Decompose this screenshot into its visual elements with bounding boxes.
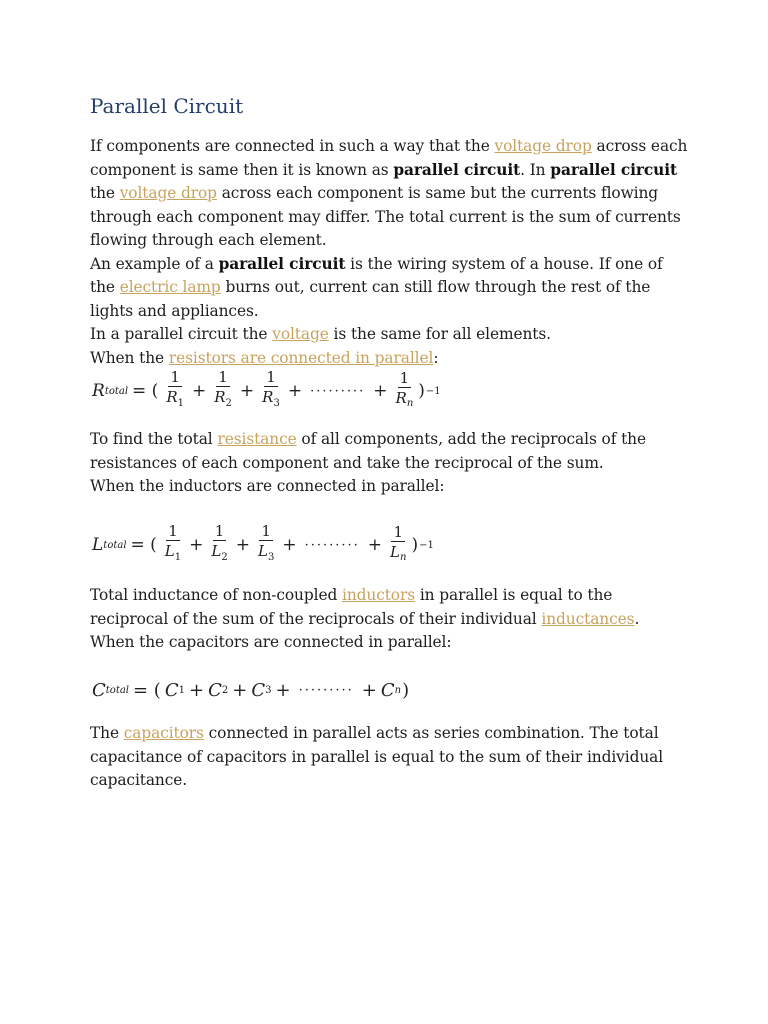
formula-plus: + [232, 680, 248, 701]
formula-symbol: R [214, 388, 226, 406]
text-span: The [90, 724, 124, 742]
formula-symbol: C [208, 680, 222, 701]
formula-paren: ) [411, 535, 419, 555]
formula-symbol: R [395, 388, 407, 407]
formula-subscript: 2 [221, 552, 228, 563]
formula-symbol: C [380, 680, 395, 701]
fraction-numerator: 1 [170, 368, 180, 386]
formula-equals: = ( [130, 535, 157, 555]
bold-term: parallel circuit [218, 254, 346, 273]
link-resistors-parallel[interactable]: resistors are connected in parallel [168, 348, 434, 367]
text-span: : [433, 348, 439, 367]
formula-symbol: L [164, 542, 175, 560]
formula-subscript: total [103, 539, 127, 551]
formula-symbol: C [164, 680, 179, 701]
fraction-numerator: 1 [393, 522, 404, 541]
formula-equals: = ( [132, 381, 159, 401]
formula-equals: = ( [133, 680, 161, 701]
text-span: . In [520, 160, 551, 179]
text-span: When the [90, 348, 169, 367]
formula-resistance [92, 368, 441, 414]
inductance-section [90, 584, 690, 655]
fraction [390, 523, 406, 568]
formula-symbol: C [251, 680, 266, 701]
formula-plus: + [189, 535, 204, 555]
text-span: in parallel is equal to the reciprocal of the sum of the reciprocals of their individual [90, 586, 613, 628]
capacitance-section [90, 722, 690, 793]
formula-plus: + [275, 680, 291, 701]
fraction-numerator: 1 [218, 368, 228, 386]
formula-symbol: L [92, 535, 104, 555]
link-capacitors[interactable]: capacitors [123, 724, 204, 742]
formula-subscript: total [105, 685, 129, 696]
fraction-denominator [258, 541, 274, 568]
text-span: An example of a [90, 254, 219, 273]
formula-plus: + [287, 381, 303, 401]
formula-capacitance [92, 680, 410, 701]
fraction-numerator: 1 [214, 522, 225, 540]
formula-subscript: n [406, 397, 414, 409]
bold-term: parallel circuit [550, 160, 678, 179]
link-voltage-drop[interactable]: voltage drop [494, 137, 592, 155]
paragraph-inductance [90, 584, 690, 631]
formula-exponent: −1 [419, 539, 434, 551]
text-span: burns out, current can still flow through the rest of the lights and appliances. [90, 278, 651, 320]
formula-subscript: 3 [267, 552, 275, 563]
fraction-denominator [166, 387, 184, 414]
formula-symbol: R [166, 388, 178, 406]
formula-symbol: C [92, 680, 106, 701]
formula-plus: + [239, 381, 255, 401]
paragraph-resistors-intro [90, 347, 690, 371]
text-span: In a parallel circuit the [90, 325, 273, 343]
resistance-section [90, 428, 690, 499]
fraction-denominator [262, 387, 280, 414]
paragraph-inductors-intro: When the inductors are connected in parallel: [90, 477, 445, 495]
intro-section [90, 135, 690, 370]
text-span: the [90, 184, 120, 202]
formula-subscript: n [400, 551, 407, 563]
formula-subscript: 1 [174, 552, 182, 563]
text-span: is the wiring system of a house. If one of the [90, 254, 663, 296]
fraction-denominator [396, 388, 414, 414]
text-span: . [634, 609, 640, 628]
fraction-denominator [214, 387, 232, 414]
page-title: Parallel Circuit [90, 94, 244, 118]
text-span: of all components, add the reciprocals of the resistances of each component and take the reciprocal of the sum. [90, 430, 647, 472]
formula-symbol: R [262, 388, 274, 406]
paragraph-example [90, 253, 690, 324]
formula-subscript: 1 [178, 685, 185, 696]
text-span: If components are connected in such a way that the [90, 137, 495, 155]
text-span: Total inductance of non-coupled [90, 586, 342, 604]
formula-subscript: total [104, 385, 129, 397]
formula-dots: ········· [298, 683, 354, 698]
fraction-numerator: 1 [168, 522, 178, 540]
formula-paren: ) [418, 381, 425, 401]
formula-subscript: 2 [225, 398, 232, 409]
text-span: across each component is same but the currents flowing through each component may differ. The total current is the sum of currents flowing through each element. [90, 184, 681, 249]
fraction [214, 368, 232, 414]
paragraph-voltage [90, 323, 690, 347]
fraction-numerator: 1 [399, 368, 410, 387]
paragraph-capacitors-intro: When the capacitors are connected in parallel: [90, 633, 452, 651]
fraction [396, 369, 414, 414]
fraction [166, 368, 184, 414]
paragraph-capacitance [90, 722, 690, 793]
link-voltage-drop-2[interactable]: voltage drop [119, 184, 217, 202]
link-resistance[interactable]: resistance [217, 430, 297, 448]
link-voltage[interactable]: voltage [272, 325, 329, 343]
formula-plus: + [361, 680, 377, 701]
formula-plus: + [282, 535, 297, 555]
link-inductors[interactable]: inductors [342, 586, 416, 604]
fraction [262, 368, 280, 414]
formula-plus: + [191, 381, 207, 401]
formula-exponent: −1 [425, 385, 441, 397]
formula-symbol: R [92, 381, 105, 401]
fraction [258, 522, 274, 568]
fraction [165, 522, 181, 568]
paragraph-definition [90, 135, 690, 253]
formula-symbol: L [257, 542, 268, 560]
fraction-denominator [390, 542, 406, 568]
fraction-numerator: 1 [261, 522, 271, 540]
fraction [211, 522, 227, 568]
formula-plus: + [373, 381, 388, 401]
formula-inductance [92, 522, 434, 568]
formula-symbol: L [211, 542, 222, 560]
link-inductances[interactable]: inductances [541, 609, 635, 628]
formula-symbol: L [390, 542, 400, 561]
formula-subscript: n [394, 685, 402, 696]
formula-dots: ········· [304, 537, 360, 553]
fraction-denominator [165, 541, 181, 568]
bold-term: parallel circuit [393, 160, 521, 179]
text-span: To find the total [90, 430, 218, 448]
link-electric-lamp[interactable]: electric lamp [119, 278, 221, 296]
formula-dots: ········· [310, 383, 366, 399]
formula-plus: + [188, 680, 205, 701]
formula-subscript: 2 [221, 685, 229, 696]
formula-subscript: 1 [177, 398, 184, 409]
formula-plus: + [235, 535, 250, 555]
formula-subscript: 3 [273, 398, 280, 409]
text-span: across each component is same then it is known as [90, 137, 688, 179]
formula-plus: + [367, 535, 383, 555]
fraction-denominator [211, 541, 227, 568]
formula-paren: ) [402, 680, 410, 701]
fraction-numerator: 1 [266, 368, 276, 386]
paragraph-resistance [90, 428, 690, 475]
formula-subscript: 3 [265, 685, 272, 696]
text-span: is the same for all elements. [328, 325, 551, 343]
text-span: connected in parallel acts as series combination. The total capacitance of capacitors in parallel is equal to the sum of their individual capacitance. [90, 724, 664, 789]
